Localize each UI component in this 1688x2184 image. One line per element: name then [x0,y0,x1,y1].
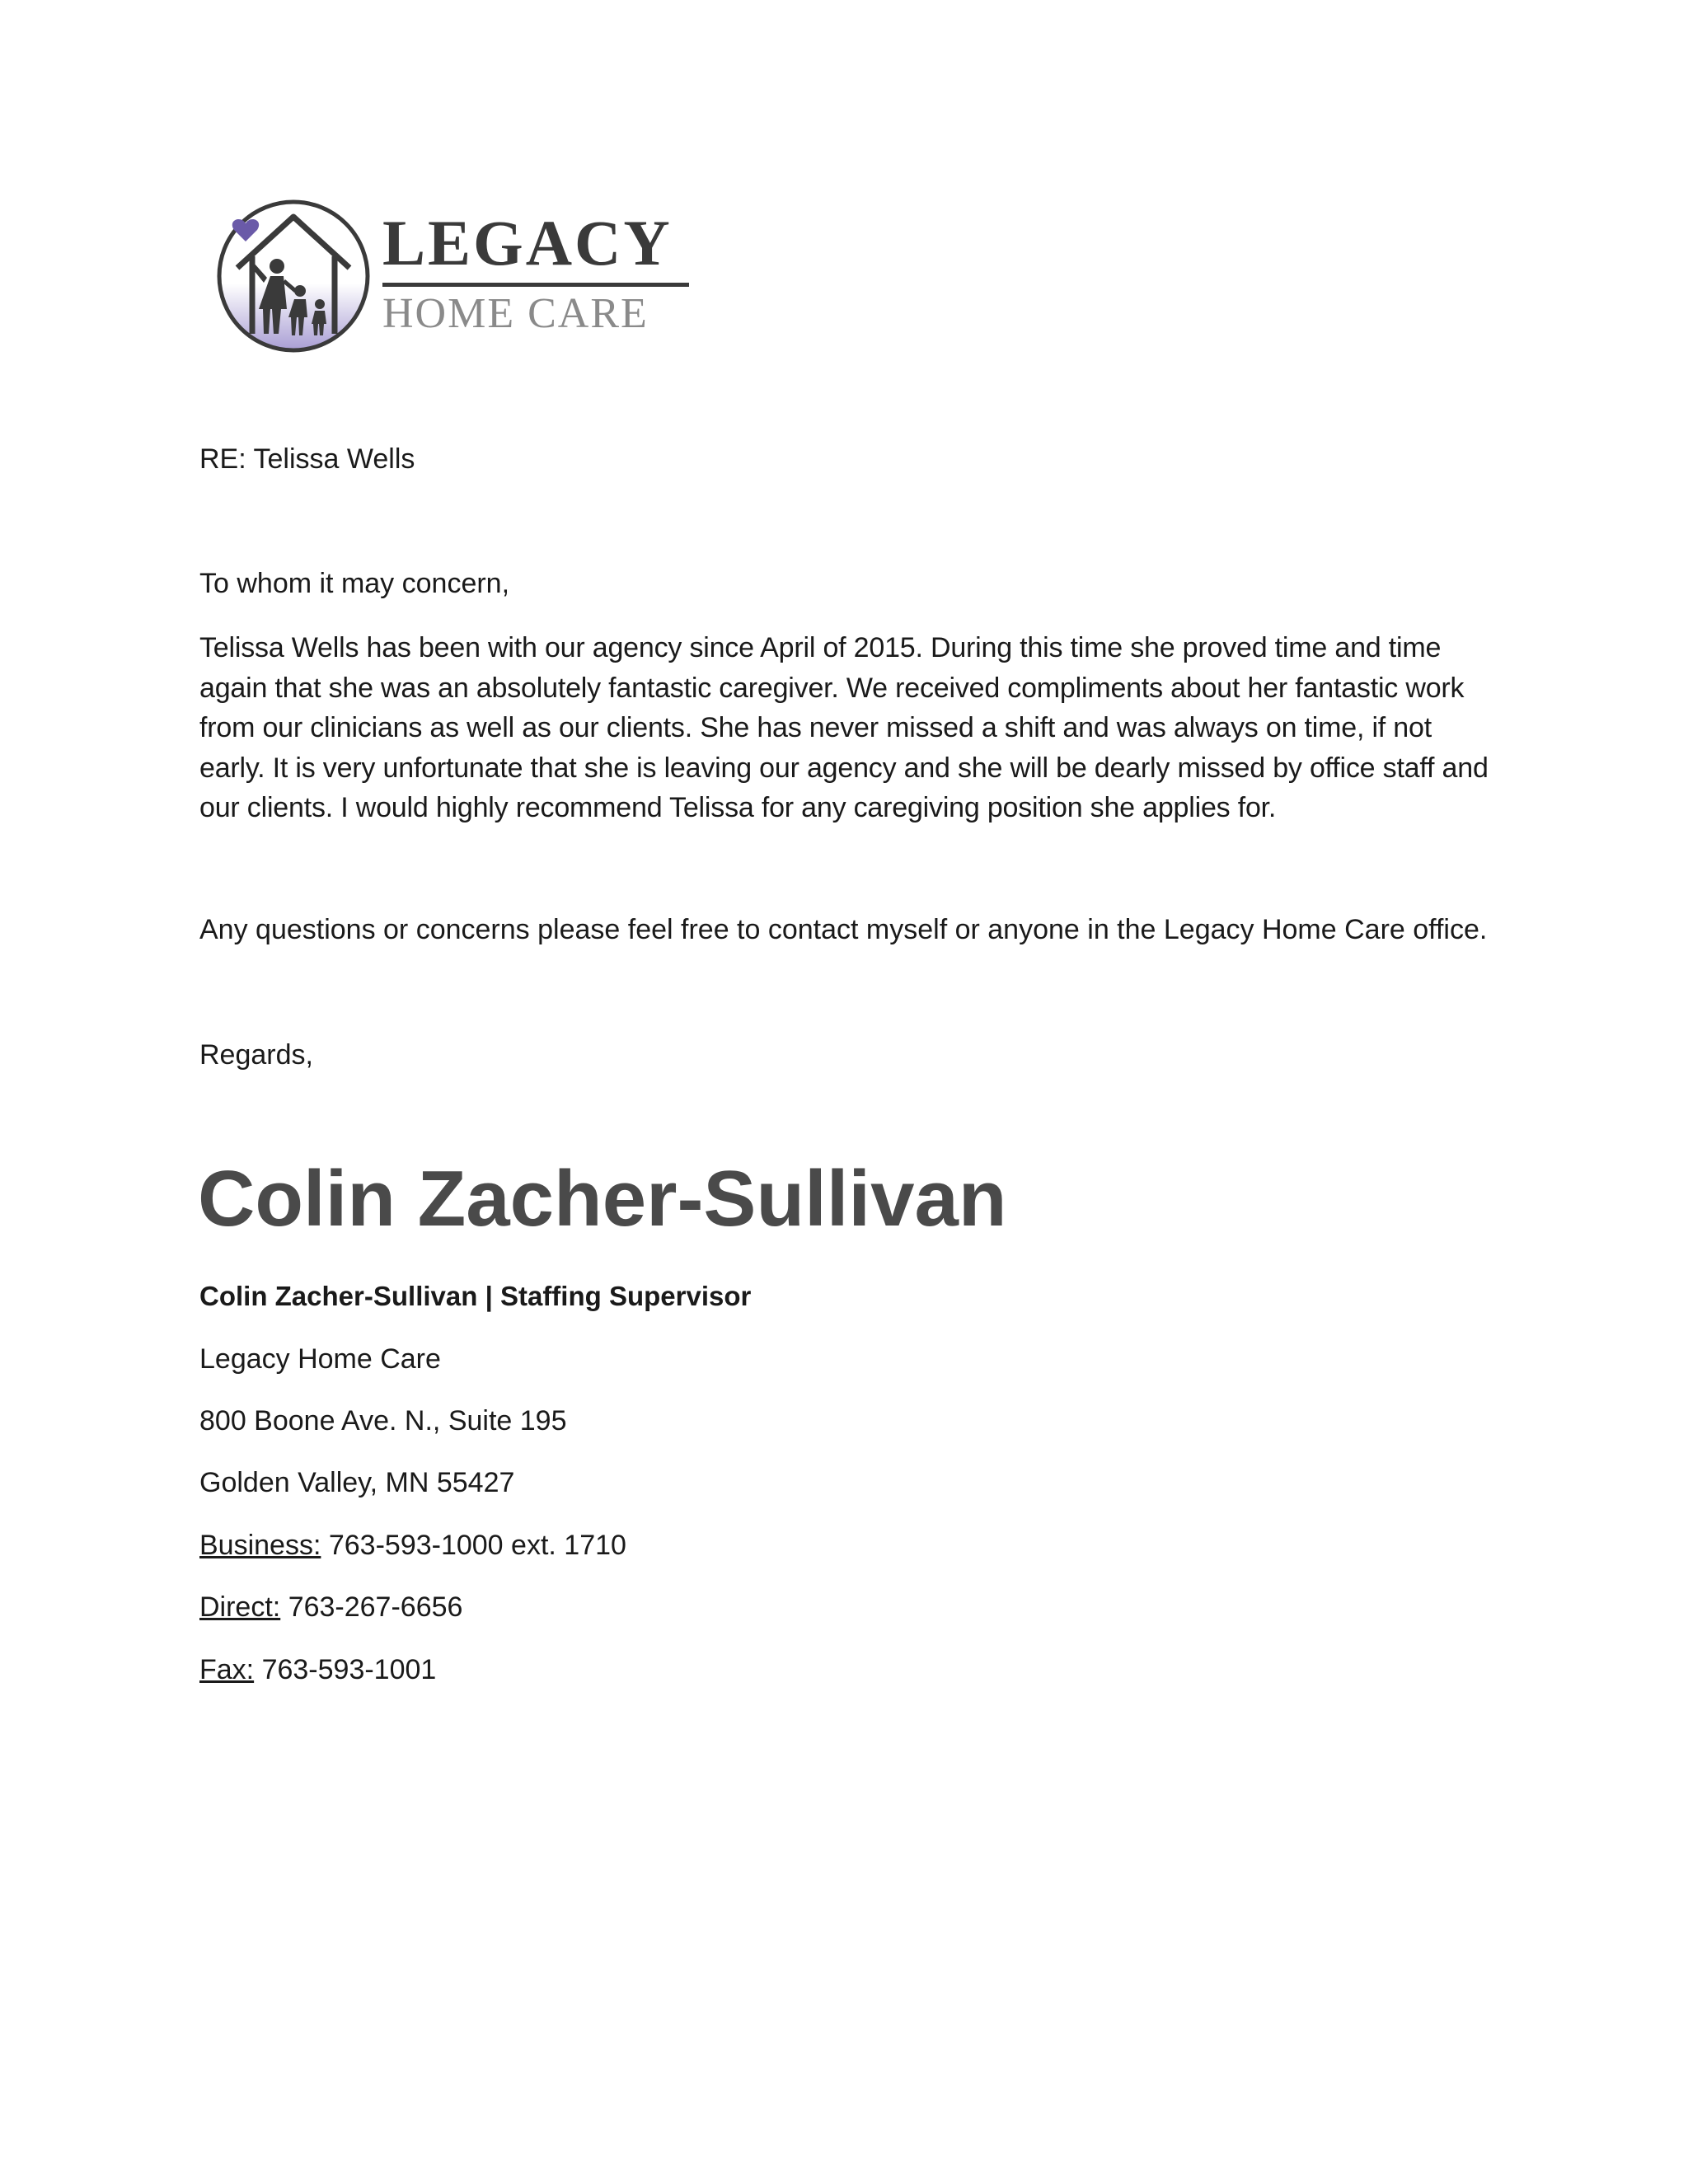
business-label: Business: [199,1530,321,1561]
direct-label: Direct: [199,1591,281,1623]
logo-wordmark-home-care: HOME CARE [382,290,649,337]
direct-phone-line [199,1587,462,1627]
signature-title: Colin Zacher-Sullivan | Staffing Supervisor [199,1281,752,1311]
salutation: To whom it may concern, [199,568,510,599]
fax-line [199,1650,436,1690]
fax-number: 763-593-1001 [261,1654,437,1685]
re-line: RE: Telissa Wells [199,443,415,475]
signature-address-line1: 800 Boone Ave. N., Suite 195 [199,1405,567,1436]
logo-divider [382,283,689,287]
direct-phone: 763-267-6656 [288,1591,463,1623]
signature-address-line2: Golden Valley, MN 55427 [199,1467,515,1498]
legacy-home-care-logo [213,194,691,359]
signature-organization: Legacy Home Care [199,1343,441,1375]
business-phone-line [199,1526,626,1565]
business-phone: 763-593-1000 ext. 1710 [328,1530,626,1561]
fax-label: Fax: [199,1654,255,1685]
logo-wordmark-legacy: LEGACY [382,207,673,279]
signature-name: Colin Zacher-Sullivan [198,1155,1007,1243]
body-paragraph: Telissa Wells has been with our agency since April of 2015. During this time she proved time and time again that she was an absolutely fantastic caregiver. We received compliments about her fantastic work from our clinicians as well as our clients. She has never missed a shift and was always on time, if not early. It is very unfortunate that she is leaving our agency and she will be dearly missed by office staff and our clients. I would highly recommend Telissa for any caregiving position she applies for. [199,632,1489,823]
closing: Regards, [199,1039,313,1071]
questions-paragraph: Any questions or concerns please feel free to contact myself or anyone in the Legacy Home Care office. [199,914,1488,945]
